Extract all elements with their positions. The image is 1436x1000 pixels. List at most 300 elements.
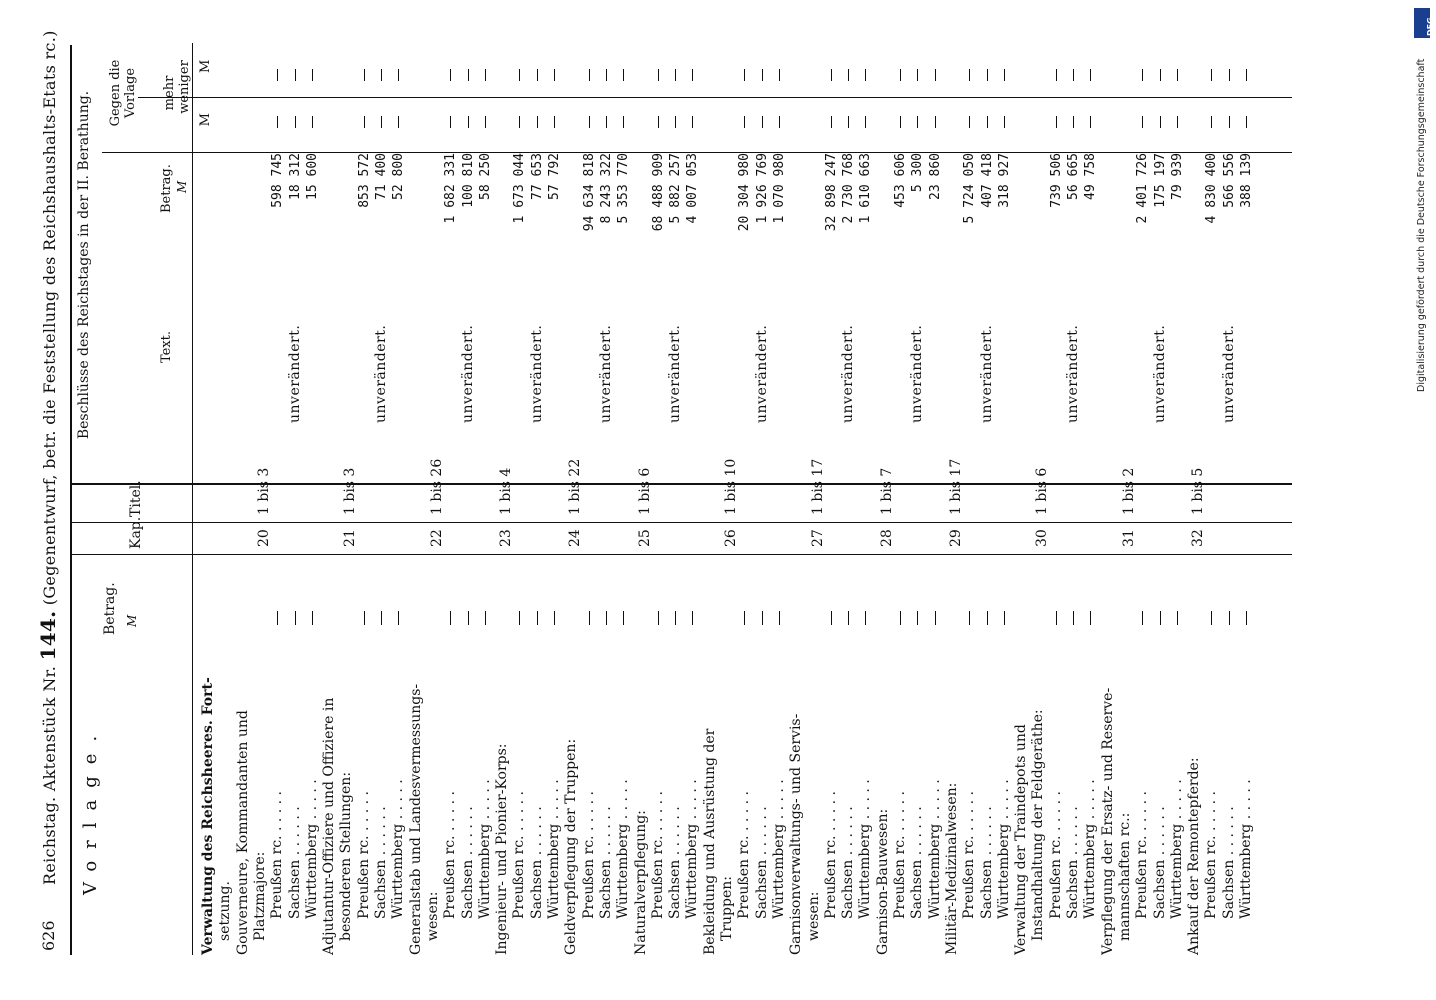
beschluesse-section bbox=[72, 43, 1292, 485]
mehr-dash bbox=[450, 116, 451, 128]
page-title: Reichstag. Aktenstück Nr. 144. (Gegenentwurf, betr. die Feststellung des Reichshaushalts-Etats rc.) bbox=[36, 30, 60, 885]
vorlage-row bbox=[1082, 555, 1099, 955]
titel-header: Titel. bbox=[128, 480, 144, 517]
vorlage-row-label: Sachsen . . . . . . bbox=[528, 806, 545, 919]
beschluss-row bbox=[857, 43, 874, 483]
mehr-dash bbox=[900, 116, 901, 128]
titel-range: 1 bis 2 bbox=[1120, 467, 1137, 515]
vorlage-row-label: Sachsen . . . . . . bbox=[840, 806, 857, 919]
vorlage-row bbox=[1152, 555, 1169, 955]
vorlage-amount-dash bbox=[485, 611, 486, 625]
beschluss-row bbox=[460, 43, 477, 483]
weniger-dash bbox=[1229, 69, 1230, 81]
beschluss-amount: 77 653 bbox=[529, 153, 545, 200]
weniger-dash bbox=[1177, 69, 1178, 81]
titel-range: 1 bis 22 bbox=[567, 458, 584, 515]
weniger-dash bbox=[1246, 69, 1247, 81]
vorlage-row-label: Ingenieur- und Pionier-Korps: bbox=[494, 743, 511, 955]
vorlage-row bbox=[1013, 555, 1030, 955]
weniger-dash bbox=[381, 69, 382, 81]
beschluss-amount: 318 927 bbox=[996, 153, 1012, 208]
titel-range: 1 bis 26 bbox=[428, 458, 445, 515]
mehr-dash bbox=[779, 116, 780, 128]
beschluesse-header bbox=[72, 43, 213, 483]
beschluss-amount: 1 682 331 bbox=[443, 153, 459, 224]
vorlage-row-label: Sachsen . . . . . . bbox=[978, 806, 995, 919]
kap-number: 29 bbox=[947, 529, 964, 547]
vorlage-amount-dash bbox=[935, 611, 936, 625]
vorlage-row-label: Preußen rc. . . . . . bbox=[1134, 790, 1151, 919]
vorlage-row-label: Ankauf der Remontepferde: bbox=[1186, 757, 1203, 955]
titel-range: 1 bis 3 bbox=[342, 467, 359, 515]
vorlage-row bbox=[563, 555, 580, 955]
beschluss-amount: 18 312 bbox=[287, 153, 303, 200]
titel-range: 1 bis 5 bbox=[1190, 467, 1207, 515]
vorlage-amount-dash bbox=[1004, 611, 1005, 625]
mehr-dash bbox=[935, 116, 936, 128]
vorlage-row bbox=[840, 555, 857, 955]
weniger-dash bbox=[519, 69, 520, 81]
vorlage-amount-dash bbox=[312, 611, 313, 625]
mehr-dash bbox=[1073, 116, 1074, 128]
unchanged-text: unverändert. bbox=[909, 324, 926, 423]
weniger-dash bbox=[762, 69, 763, 81]
vorlage-amount-dash bbox=[692, 611, 693, 625]
beschluss-row bbox=[961, 43, 978, 483]
vorlage-amount-dash bbox=[900, 611, 901, 625]
mehr-dash bbox=[1160, 116, 1161, 128]
vorlage-amount-dash bbox=[381, 611, 382, 625]
betrag-header: Betrag. bbox=[159, 164, 174, 213]
mehr-mark: M bbox=[198, 113, 213, 127]
kap-number: 27 bbox=[809, 529, 826, 547]
vorlage-row-label: Württemberg . . . . . bbox=[1168, 779, 1185, 919]
vorlage-row bbox=[546, 555, 563, 955]
weniger-dash bbox=[917, 69, 918, 81]
beschluss-row bbox=[927, 43, 944, 483]
divider-vorlage bbox=[72, 554, 1292, 555]
beschluss-row bbox=[909, 43, 926, 483]
beschluss-amount: 388 139 bbox=[1239, 153, 1254, 208]
vorlage-row bbox=[529, 555, 546, 955]
vorlage-amount-dash bbox=[969, 611, 970, 625]
weniger-dash bbox=[1142, 69, 1143, 81]
kap-header-rule bbox=[192, 485, 193, 555]
weniger-dash bbox=[295, 69, 296, 81]
vorlage-row-label: Württemberg . . . . . bbox=[1238, 779, 1254, 919]
mehr-dash bbox=[312, 116, 313, 128]
vorlage-row bbox=[684, 555, 701, 955]
vorlage-row bbox=[373, 555, 390, 955]
mehr-dash bbox=[762, 116, 763, 128]
vorlage-row bbox=[460, 555, 477, 955]
vorlage-amount-dash bbox=[1142, 611, 1143, 625]
weniger-mark: M bbox=[198, 59, 213, 73]
vorlage-row-label: mannschaften rc.: bbox=[1116, 812, 1133, 941]
vorlage-row-label: Sachsen . . . . . . bbox=[286, 806, 303, 919]
vorlage-row-label: Geldverpflegung der Truppen: bbox=[563, 738, 580, 955]
vorlage-row bbox=[909, 555, 926, 955]
vorlage-row-label: Sachsen . . . . . . bbox=[667, 806, 684, 919]
vorlage-row bbox=[1221, 555, 1238, 955]
unchanged-text: unverändert. bbox=[528, 324, 545, 423]
vorlage-row bbox=[719, 555, 736, 955]
vorlage-row-label: Preußen rc. . . . . . bbox=[822, 790, 839, 919]
vorlage-row-label: Württemberg . . . . . bbox=[546, 779, 562, 919]
vorlage-row bbox=[857, 555, 874, 955]
vorlage-row bbox=[1100, 555, 1117, 955]
vorlage-row bbox=[1134, 555, 1151, 955]
mehr-dash bbox=[606, 116, 607, 128]
mehr-dash bbox=[398, 116, 399, 128]
beschluss-row bbox=[1065, 43, 1082, 483]
vorlage-amount-dash bbox=[987, 611, 988, 625]
vorlage-amount-dash bbox=[917, 611, 918, 625]
weniger-dash bbox=[658, 69, 659, 81]
beschluss-row bbox=[581, 43, 598, 483]
beschluss-amount: 8 243 322 bbox=[598, 153, 614, 224]
vorlage-header bbox=[72, 555, 193, 955]
vorlage-section bbox=[72, 555, 1292, 955]
vorlage-row bbox=[442, 555, 459, 955]
beschluss-row bbox=[667, 43, 684, 483]
vorlage-row-label: Sachsen . . . . . . bbox=[909, 806, 926, 919]
titel-range: 1 bis 17 bbox=[947, 458, 964, 515]
vorlage-amount-dash bbox=[1229, 611, 1230, 625]
vorlage-row-label: Verwaltung der Traindepots und bbox=[1013, 724, 1030, 955]
vorlage-row-label: Generalstab und Landesvermessungs- bbox=[407, 683, 424, 955]
weniger-dash bbox=[537, 69, 538, 81]
weniger-dash bbox=[848, 69, 849, 81]
beschluss-row bbox=[615, 43, 632, 483]
kap-number: 28 bbox=[878, 529, 895, 547]
vorlage-amount-dash bbox=[277, 611, 278, 625]
beschluss-amount: 68 488 909 bbox=[650, 153, 666, 232]
vorlage-amount-dash bbox=[831, 611, 832, 625]
beschluss-amount: 4 007 053 bbox=[685, 153, 701, 224]
vorlage-amount-dash bbox=[1246, 611, 1247, 625]
beschluss-row bbox=[892, 43, 909, 483]
vorlage-row-label: Bekleidung und Ausrüstung der bbox=[701, 728, 718, 955]
beschluss-row bbox=[511, 43, 528, 483]
beschluss-row bbox=[1152, 43, 1169, 483]
vorlage-row-label: Sachsen . . . . . . bbox=[1220, 806, 1237, 919]
mehr-header: mehr bbox=[162, 75, 177, 111]
beschluss-amount: 49 758 bbox=[1083, 153, 1099, 200]
beschluss-amount: 739 506 bbox=[1048, 153, 1064, 208]
vorlage-row bbox=[1030, 555, 1047, 955]
vorlage-row-label: Württemberg . . . . . bbox=[770, 779, 787, 919]
kap-number: 22 bbox=[428, 529, 445, 547]
vorlage-row-label: Württemberg . . . . . bbox=[684, 779, 701, 919]
beschluss-amount: 5 724 050 bbox=[962, 153, 978, 224]
vorlage-row bbox=[1186, 555, 1203, 955]
vorlage-row bbox=[823, 555, 840, 955]
vorlage-row bbox=[269, 555, 286, 955]
titel-range: 1 bis 10 bbox=[723, 458, 739, 515]
vorlage-row bbox=[390, 555, 407, 955]
vorlage-row-label: Verpflegung der Ersatz- und Reserve- bbox=[1099, 687, 1116, 955]
vorlage-row bbox=[217, 555, 234, 955]
vorlage-row bbox=[425, 555, 442, 955]
vorlage-row bbox=[200, 555, 217, 955]
vorlage-row bbox=[477, 555, 494, 955]
weniger-dash bbox=[485, 69, 486, 81]
vorlage-row bbox=[702, 555, 719, 955]
vorlage-row-label: Preußen rc. . . . . . bbox=[580, 790, 597, 919]
vorlage-row-label: Gouverneure, Kommandanten und bbox=[234, 710, 251, 955]
unchanged-text: unverändert. bbox=[1220, 324, 1237, 423]
mehr-dash bbox=[364, 116, 365, 128]
weniger-dash bbox=[744, 69, 745, 81]
beschluss-row bbox=[287, 43, 304, 483]
weniger-dash bbox=[450, 69, 451, 81]
unchanged-text: unverändert. bbox=[978, 324, 995, 423]
vorlage-row-label: Instandhaltung der Feldgeräthe: bbox=[1030, 709, 1047, 941]
betrag-mark: M bbox=[175, 180, 189, 193]
vorlage-row-label: Preußen rc. . . . . . bbox=[649, 790, 666, 919]
vorlage-row bbox=[944, 555, 961, 955]
vorlage-row-label: Preußen rc. . . . . . bbox=[736, 790, 753, 919]
vorlage-row bbox=[1203, 555, 1220, 955]
beschluss-amount: 94 634 818 bbox=[581, 153, 597, 232]
vorlage-row bbox=[235, 555, 252, 955]
beschluss-amount: 1 070 980 bbox=[771, 153, 787, 224]
vorlage-row-label: wesen: bbox=[424, 891, 441, 941]
beschluss-row bbox=[529, 43, 546, 483]
mehr-dash bbox=[1004, 116, 1005, 128]
vorlage-row bbox=[1065, 555, 1082, 955]
unchanged-text: unverändert. bbox=[459, 324, 476, 423]
weniger-dash bbox=[606, 69, 607, 81]
beschluss-row bbox=[477, 43, 494, 483]
vorlage-row-label: Württemberg . . . . . bbox=[615, 779, 632, 919]
kap-number: 20 bbox=[255, 529, 272, 547]
beschluss-amount: 57 792 bbox=[547, 153, 562, 200]
mehr-dash bbox=[1090, 116, 1091, 128]
kap-number: 31 bbox=[1120, 529, 1137, 547]
beschluss-amount: 453 606 bbox=[893, 153, 908, 208]
vorlage-row bbox=[615, 555, 632, 955]
vorlage-row-label: Garnisonverwaltungs- und Servis- bbox=[788, 713, 805, 955]
beschluss-row bbox=[736, 43, 753, 483]
vorlage-amount-dash bbox=[1177, 611, 1178, 625]
beschluss-row bbox=[1134, 43, 1151, 483]
vorlage-row-label: Sachsen . . . . . . bbox=[753, 806, 770, 919]
beschluss-amount: 1 926 769 bbox=[754, 153, 770, 224]
mehr-dash bbox=[831, 116, 832, 128]
mehr-dash bbox=[969, 116, 970, 128]
vorlage-amount-dash bbox=[1211, 611, 1212, 625]
mehr-dash bbox=[537, 116, 538, 128]
weniger-dash bbox=[1160, 69, 1161, 81]
weniger-dash bbox=[623, 69, 624, 81]
vorlage-row bbox=[961, 555, 978, 955]
beschluss-amount: 407 418 bbox=[979, 153, 995, 208]
vorlage-row-label: Württemberg . . . . . bbox=[390, 779, 407, 919]
mehr-dash bbox=[675, 116, 676, 128]
vorlage-row-label: Sachsen . . . . . . bbox=[373, 806, 389, 919]
beschluss-row bbox=[823, 43, 840, 483]
vorlage-amount-dash bbox=[762, 611, 763, 625]
divider-kap bbox=[72, 522, 1292, 523]
document-number: 144. bbox=[36, 610, 60, 661]
vorlage-amount-dash bbox=[398, 611, 399, 625]
beschluss-amount: 58 250 bbox=[477, 153, 493, 200]
beschluss-amount: 52 800 bbox=[391, 153, 407, 200]
weniger-dash bbox=[692, 69, 693, 81]
vorlage-row bbox=[1238, 555, 1255, 955]
vorlage-amount-dash bbox=[606, 611, 607, 625]
kap-number: 32 bbox=[1190, 529, 1207, 547]
kap-number: 21 bbox=[342, 529, 359, 547]
unchanged-text: unverändert. bbox=[753, 324, 770, 423]
titel-range: 1 bis 6 bbox=[1034, 467, 1051, 515]
beschluss-row bbox=[390, 43, 407, 483]
vorlage-row bbox=[287, 555, 304, 955]
beschluss-amount: 5 300 bbox=[910, 153, 926, 193]
vorlage-mark-header: M bbox=[125, 614, 139, 627]
rotated-document bbox=[32, 30, 1292, 955]
vorlage-row bbox=[633, 555, 650, 955]
vorlage-row-label: Württemberg . . . . . bbox=[857, 779, 874, 919]
beschluss-amount: 20 304 980 bbox=[737, 153, 753, 232]
vorlage-amount-dash bbox=[589, 611, 590, 625]
vorlage-row-label: Preußen rc. . . . . . bbox=[961, 790, 978, 919]
vorlage-row-label: Preußen rc. . . . . . bbox=[892, 790, 908, 919]
mehr-dash bbox=[277, 116, 278, 128]
vorlage-row bbox=[979, 555, 996, 955]
vorlage-row-label: Platzmajore: bbox=[251, 851, 268, 941]
beschluss-row bbox=[598, 43, 615, 483]
weniger-dash bbox=[312, 69, 313, 81]
beschluss-row bbox=[771, 43, 788, 483]
vorlage-row bbox=[892, 555, 909, 955]
vorlage-row-label: Sachsen . . . . . . bbox=[1151, 806, 1168, 919]
weniger-header: weniger bbox=[177, 60, 192, 114]
vorlage-row bbox=[511, 555, 528, 955]
beschluss-amount: 79 939 bbox=[1169, 153, 1185, 200]
vorlage-row bbox=[494, 555, 511, 955]
vorlage-betrag-header: Betrag. bbox=[102, 582, 118, 635]
beschluss-amount: 100 810 bbox=[460, 153, 476, 208]
beschluss-amount: 71 400 bbox=[374, 153, 389, 200]
unchanged-text: unverändert. bbox=[286, 324, 303, 423]
weniger-dash bbox=[554, 69, 555, 81]
weniger-dash bbox=[1211, 69, 1212, 81]
vorlage-row-label: Sachsen . . . . . . bbox=[459, 806, 476, 919]
vorlage-row bbox=[408, 555, 425, 955]
weniger-dash bbox=[589, 69, 590, 81]
weniger-dash bbox=[277, 69, 278, 81]
unchanged-text: unverändert. bbox=[1065, 324, 1081, 423]
vorlage-row bbox=[771, 555, 788, 955]
weniger-dash bbox=[1090, 69, 1091, 81]
beschluss-amount: 23 860 bbox=[927, 153, 943, 200]
weniger-dash bbox=[865, 69, 866, 81]
mehr-dash bbox=[987, 116, 988, 128]
vorlage-amount-dash bbox=[364, 611, 365, 625]
mehr-dash bbox=[1142, 116, 1143, 128]
vorlage-amount-dash bbox=[519, 611, 520, 625]
beschluss-row bbox=[1048, 43, 1065, 483]
weniger-dash bbox=[468, 69, 469, 81]
beschluss-amount: 5 353 770 bbox=[616, 153, 632, 224]
vorlage-row bbox=[927, 555, 944, 955]
vorlage-amount-dash bbox=[537, 611, 538, 625]
vorlage-row bbox=[736, 555, 753, 955]
vorlage-row-label: besonderen Stellungen: bbox=[338, 771, 355, 941]
mehr-dash bbox=[1211, 116, 1212, 128]
mehr-dash bbox=[623, 116, 624, 128]
beschluesse-title: Beschlüsse des Reichstages in der II. Berathung. bbox=[76, 90, 92, 440]
beschluss-amount: 56 665 bbox=[1066, 153, 1081, 200]
vorlage-amount-dash bbox=[295, 611, 296, 625]
vorlage-row bbox=[650, 555, 667, 955]
vorlage-amount-dash bbox=[1090, 611, 1091, 625]
titel-range: 1 bis 6 bbox=[636, 467, 653, 515]
beschluss-row bbox=[1169, 43, 1186, 483]
vorlage-row-label: Württemberg . . . . . bbox=[476, 779, 493, 919]
mehr-dash bbox=[865, 116, 866, 128]
titel-range: 1 bis 3 bbox=[255, 467, 272, 515]
weniger-dash bbox=[675, 69, 676, 81]
vorlage-amount-dash bbox=[623, 611, 624, 625]
vorlage-row bbox=[667, 555, 684, 955]
beschluss-amount: 598 745 bbox=[270, 153, 286, 208]
vorlage-row bbox=[356, 555, 373, 955]
mehr-dash bbox=[744, 116, 745, 128]
beschluss-amount: 15 600 bbox=[304, 153, 320, 200]
mehr-dash bbox=[917, 116, 918, 128]
vorlage-row bbox=[581, 555, 598, 955]
beschluss-amount: 853 572 bbox=[356, 153, 372, 208]
vorlage-row bbox=[338, 555, 355, 955]
vorlage-row bbox=[806, 555, 823, 955]
beschluss-row bbox=[996, 43, 1013, 483]
gegen-vorlage-header: Gegen die Vorlage mehr weniger M M bbox=[108, 59, 213, 127]
dfg-logo: DFG bbox=[1414, 8, 1430, 38]
titel-range: 1 bis 4 bbox=[498, 467, 515, 515]
vorlage-amount-dash bbox=[779, 611, 780, 625]
vorlage-row-label: Militär-Medizinalwesen: bbox=[943, 782, 960, 955]
kap-number: 23 bbox=[498, 529, 515, 547]
beschluss-row bbox=[840, 43, 857, 483]
unchanged-text: unverändert. bbox=[667, 324, 684, 423]
vorlage-row-label: Preußen rc. . . . . . bbox=[1203, 790, 1220, 919]
mehr-dash bbox=[589, 116, 590, 128]
beschluss-row bbox=[1082, 43, 1099, 483]
beschluss-row bbox=[1203, 43, 1220, 483]
beschluss-amount: 2 401 726 bbox=[1135, 153, 1151, 224]
vorlage-row-label: setzung. bbox=[217, 881, 234, 941]
page-number: 626 bbox=[39, 920, 58, 951]
vorlage-row-label: Preußen rc. . . . . . bbox=[269, 790, 286, 919]
text-header: Text. bbox=[159, 330, 174, 363]
vorlage-amount-dash bbox=[848, 611, 849, 625]
beschluss-row bbox=[269, 43, 286, 483]
vorlage-row-label: Naturalverpflegung: bbox=[632, 810, 649, 955]
vorlage-row bbox=[321, 555, 338, 955]
beschluss-row bbox=[546, 43, 563, 483]
vorlage-row-label: Sachsen . . . . . . bbox=[597, 806, 614, 919]
unchanged-text: unverändert. bbox=[1151, 324, 1168, 423]
mehr-dash bbox=[692, 116, 693, 128]
vorlage-row bbox=[1169, 555, 1186, 955]
mehr-dash bbox=[1177, 116, 1178, 128]
vorlage-row bbox=[1117, 555, 1134, 955]
weniger-dash bbox=[398, 69, 399, 81]
